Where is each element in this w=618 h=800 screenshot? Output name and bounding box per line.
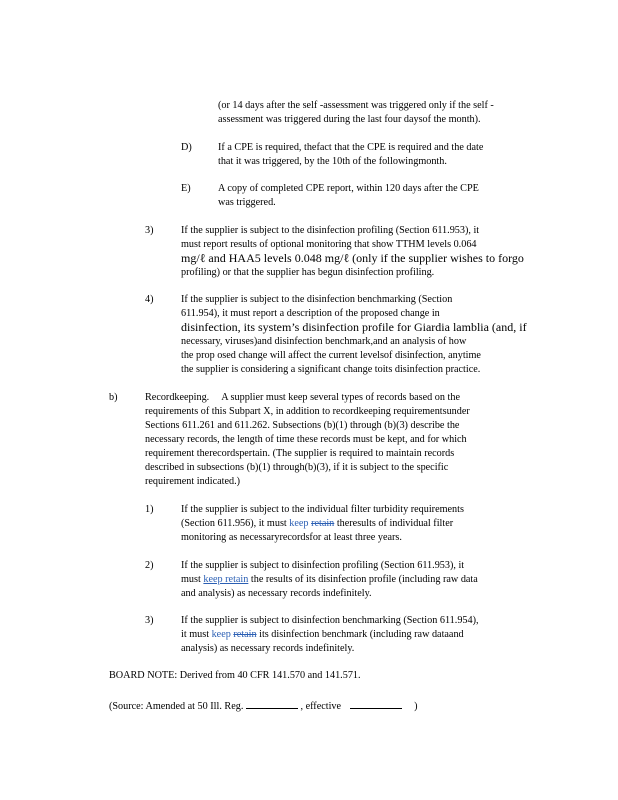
subsection-b-text: requirements of this Subpart X, in addition to recordkeeping requirementsunder xyxy=(145,406,470,417)
text-run: (Section 611.956), it must xyxy=(181,518,290,529)
item-D-text: If a CPE is required, thefact that the CPE is required and the date xyxy=(218,142,484,153)
item-4-text: the prop osed change will affect the current levelsof disinfection, anytime xyxy=(181,350,481,361)
subsection-b-text: requirement therecordspertain. (The supplier is required to maintain records xyxy=(145,448,455,459)
item-b2-text: If the supplier is subject to disinfection profiling (Section 611.953), it xyxy=(181,560,465,571)
item-4-text: the supplier is considering a significant change toits disinfection practice. xyxy=(181,364,481,375)
deleted-text: retain xyxy=(233,629,257,640)
subsection-b-first-line xyxy=(145,392,460,404)
item-b2-text xyxy=(181,574,478,586)
item-4-text: disinfection, its system’s disinfection profile for Giardia lamblia (and, if xyxy=(181,320,527,334)
text-run: it must xyxy=(181,629,212,640)
subsection-label-b: b) xyxy=(109,392,118,403)
item-4-text: necessary, viruses)and disinfection benchmark,and an analysis of how xyxy=(181,336,467,347)
source-text: , effective xyxy=(300,701,342,712)
date-blank xyxy=(350,698,402,709)
inserted-text: keep retain xyxy=(203,574,249,585)
source-text: (Source: Amended at 50 Ill. Reg. xyxy=(109,701,244,712)
item-D-text: that it was triggered, by the 10th of the followingmonth. xyxy=(218,156,447,167)
deleted-text: retain xyxy=(311,518,335,529)
text-run: the results of its disinfection profile (including raw data xyxy=(248,574,478,585)
item-label-D: D) xyxy=(181,142,192,153)
subsection-b-text: requirement indicated.) xyxy=(145,476,241,487)
item-label-3: 3) xyxy=(145,225,154,236)
subsection-b-text: described in subsections (b)(1) through(b)(3), if it is subject to the specific xyxy=(145,462,449,473)
item-b3-text: If the supplier is subject to disinfection benchmarking (Section 611.954), xyxy=(181,615,479,626)
item-4-text: If the supplier is subject to the disinfection benchmarking (Section xyxy=(181,294,453,305)
item-label-E: E) xyxy=(181,183,191,194)
item-b1-text: monitoring as necessaryrecordsfor at least three years. xyxy=(181,532,402,543)
text-run: theresults of individual filter xyxy=(334,518,454,529)
source-text: ) xyxy=(414,701,418,712)
item-b1-text xyxy=(181,518,453,530)
subsection-b-text: necessary records, the length of time these records must be kept, and for which xyxy=(145,434,467,445)
subsection-b-text: A supplier must keep several types of records based on the xyxy=(221,392,460,403)
continuation-text: assessment was triggered during the last four daysof the month). xyxy=(218,114,481,125)
item-b3-text: analysis) as necessary records indefinitely. xyxy=(181,643,355,654)
continuation-text: (or 14 days after the self -assessment was triggered only if the self - xyxy=(218,100,494,111)
item-3-text: must report results of optional monitoring that show TTHM levels 0.064 xyxy=(181,239,477,250)
item-b2-text: and analysis) as necessary records indefinitely. xyxy=(181,588,372,599)
item-label-b1: 1) xyxy=(145,504,154,515)
inserted-text: keep xyxy=(289,518,309,529)
item-b1-text: If the supplier is subject to the individual filter turbidity requirements xyxy=(181,504,464,515)
source-note xyxy=(109,698,418,713)
item-3-text: mg/ℓ and HAA5 levels 0.048 mg/ℓ (only if the supplier wishes to forgo xyxy=(181,251,524,265)
item-E-text: A copy of completed CPE report, within 120 days after the CPE xyxy=(218,183,479,194)
date-blank xyxy=(246,698,298,709)
item-4-text: 611.954), it must report a description of the proposed change in xyxy=(181,308,440,319)
item-3-text: If the supplier is subject to the disinfection profiling (Section 611.953), it xyxy=(181,225,480,236)
item-label-4: 4) xyxy=(145,294,154,305)
item-label-b3: 3) xyxy=(145,615,154,626)
board-note: BOARD NOTE: Derived from 40 CFR 141.570 and 141.571. xyxy=(109,670,361,681)
text-run: must xyxy=(181,574,204,585)
subsection-heading: Recordkeeping. xyxy=(145,392,210,403)
item-b3-text xyxy=(181,629,464,641)
text-run: its disinfection benchmark (including raw dataand xyxy=(256,629,464,640)
item-3-text: profiling) or that the supplier has begun disinfection profiling. xyxy=(181,267,435,278)
item-label-b2: 2) xyxy=(145,560,154,571)
item-E-text: was triggered. xyxy=(218,197,276,208)
subsection-b-text: Sections 611.261 and 611.262. Subsections (b)(1) through (b)(3) describe the xyxy=(145,420,460,431)
inserted-text: keep xyxy=(211,629,231,640)
